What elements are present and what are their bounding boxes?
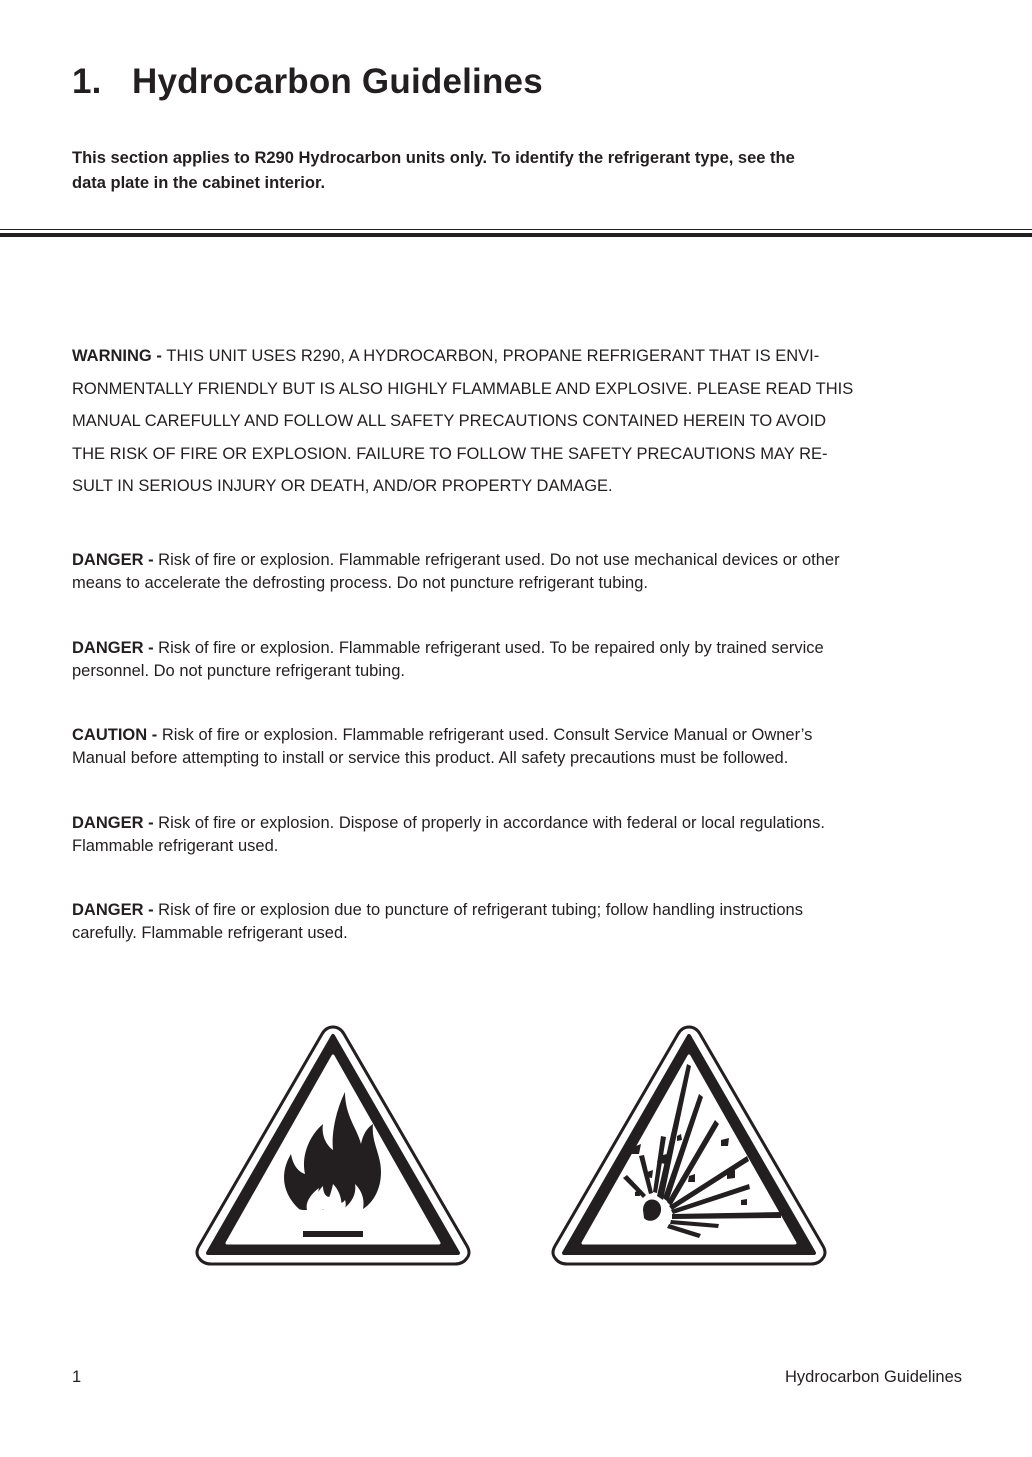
- notice-label: CAUTION -: [72, 726, 162, 744]
- intro-line: data plate in the cabinet interior.: [72, 174, 326, 192]
- notice-label: DANGER -: [72, 551, 159, 569]
- warning-line: MANUAL CAREFULLY AND FOLLOW ALL SAFETY PRECAUTIONS CONTAINED HEREIN TO AVOID: [72, 412, 826, 430]
- section-title: Hydrocarbon Guidelines: [132, 62, 543, 101]
- warning-line: THE RISK OF FIRE OR EXPLOSION. FAILURE TO FOLLOW THE SAFETY PRECAUTIONS MAY RE-: [72, 444, 828, 463]
- notice-text: means to accelerate the defrosting process. Do not puncture refrigerant tubing.: [72, 574, 648, 592]
- page-number: 1: [72, 1368, 82, 1386]
- warning-block: [72, 340, 932, 503]
- footer-section-title: Hydrocarbon Guidelines: [784, 1368, 962, 1386]
- divider-thick: [0, 233, 1032, 237]
- notice-label: DANGER -: [72, 814, 159, 832]
- flammable-warning-icon: [195, 1024, 471, 1266]
- danger-notice: [72, 899, 952, 945]
- danger-notice: [72, 637, 952, 683]
- page-title: [72, 62, 543, 102]
- notice-text: Risk of fire or explosion. Flammable refrigerant used. Consult Service Manual or Owner’s: [161, 726, 813, 744]
- warning-line: RONMENTALLY FRIENDLY BUT IS ALSO HIGHLY FLAMMABLE AND EXPLOSIVE. PLEASE READ THIS: [72, 379, 854, 398]
- notice-text: Risk of fire or explosion. Flammable refrigerant used. Do not use mechanical devices or other: [158, 551, 840, 569]
- notice-text: Flammable refrigerant used.: [72, 837, 279, 855]
- notice-text: Manual before attempting to install or service this product. All safety precautions must be followed.: [72, 749, 789, 767]
- intro-paragraph: [72, 146, 892, 196]
- divider-thin: [0, 229, 1032, 230]
- intro-line: This section applies to R290 Hydrocarbon units only. To identify the refrigerant type, see the: [72, 149, 795, 167]
- explosive-warning-icon: [551, 1024, 827, 1266]
- caution-notice: [72, 724, 952, 770]
- danger-notice: [72, 549, 952, 595]
- notice-text: Risk of fire or explosion due to puncture of refrigerant tubing; follow handling instructions: [158, 901, 803, 919]
- notice-text: Risk of fire or explosion. Dispose of properly in accordance with federal or local regulations.: [158, 814, 825, 832]
- notice-label: DANGER -: [72, 901, 159, 919]
- warning-label: WARNING -: [72, 347, 167, 365]
- notice-text: Risk of fire or explosion. Flammable refrigerant used. To be repaired only by trained service: [158, 639, 824, 657]
- danger-notice: [72, 812, 952, 858]
- warning-line: THIS UNIT USES R290, A HYDROCARBON, PROPANE REFRIGERANT THAT IS ENVI-: [166, 347, 820, 365]
- notice-text: personnel. Do not puncture refrigerant tubing.: [72, 662, 405, 680]
- notice-label: DANGER -: [72, 639, 159, 657]
- warning-line: SULT IN SERIOUS INJURY OR DEATH, AND/OR PROPERTY DAMAGE.: [72, 477, 613, 495]
- notice-text: carefully. Flammable refrigerant used.: [72, 924, 348, 942]
- section-number: 1.: [72, 62, 102, 101]
